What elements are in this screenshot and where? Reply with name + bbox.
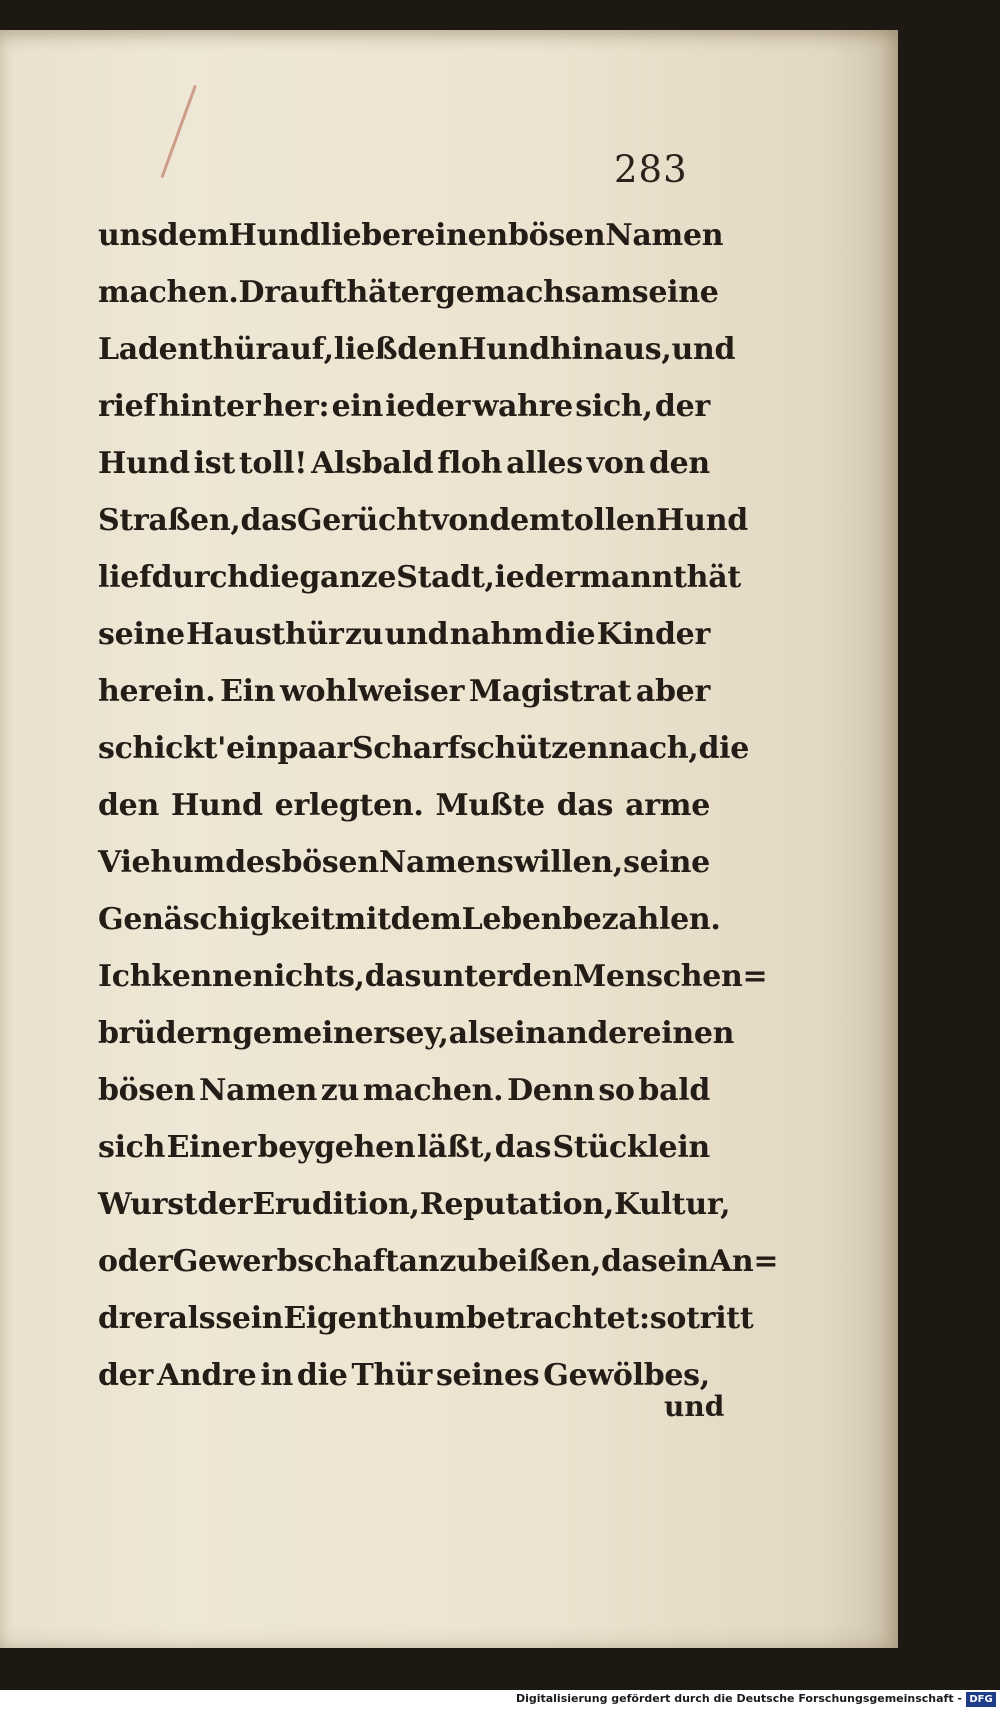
text-line: lief durch die ganze Stadt, iedermann thät	[98, 560, 741, 595]
text-line: herein. Ein wohlweiser Magistrat aber	[98, 674, 710, 709]
text-line: seine Hausthür zu und nahm die Kinder	[98, 617, 710, 652]
text-line: der Andre in die Thür seines Gewölbes,	[98, 1358, 710, 1393]
text-line: Straßen, das Gerücht von dem tollen Hund	[98, 503, 748, 538]
dfg-logo-icon: DFG	[966, 1692, 996, 1707]
text-line: brüdern gemeiner sey, als einander einen	[98, 1016, 735, 1051]
text-line: sich Einer beygehen läßt, das Stücklein	[98, 1130, 710, 1165]
catchword: und	[664, 1390, 725, 1423]
text-line: bösen Namen zu machen. Denn so bald	[98, 1073, 710, 1108]
text-line: Vieh um des bösen Namens willen, seine	[98, 845, 710, 880]
text-line: Hund ist toll! Alsbald floh alles von den	[98, 446, 710, 481]
text-line: uns dem Hund lieber einen bösen Namen	[98, 218, 724, 253]
digitization-credit: Digitalisierung gefördert durch die Deutsche Forschungsgemeinschaft -	[515, 1692, 962, 1705]
text-line: rief hinter her: ein ieder wahre sich, der	[98, 389, 710, 424]
text-line: den Hund erlegten. Mußte das arme	[98, 788, 710, 823]
body-text	[98, 218, 779, 1415]
text-line: Wurst der Erudition, Reputation, Kultur,	[98, 1187, 731, 1222]
text-line: Ladenthür auf, ließ den Hund hinaus, und	[98, 332, 736, 367]
text-line: schickt' ein paar Scharfschützen nach, die	[98, 731, 750, 766]
page-number: 283	[614, 148, 688, 191]
text-line: drer als sein Eigenthum betrachtet: so tritt	[98, 1301, 754, 1336]
text-line: machen. Drauf thät er gemachsam seine	[98, 275, 719, 310]
text-line: Genäschigkeit mit dem Leben bezahlen.	[98, 902, 721, 937]
pencil-mark	[160, 85, 196, 178]
text-line: Ich kenne nichts, das unter den Menschen=	[98, 959, 768, 994]
text-line: oder Gewerbschaft anzubeißen, das ein An=	[98, 1244, 779, 1279]
